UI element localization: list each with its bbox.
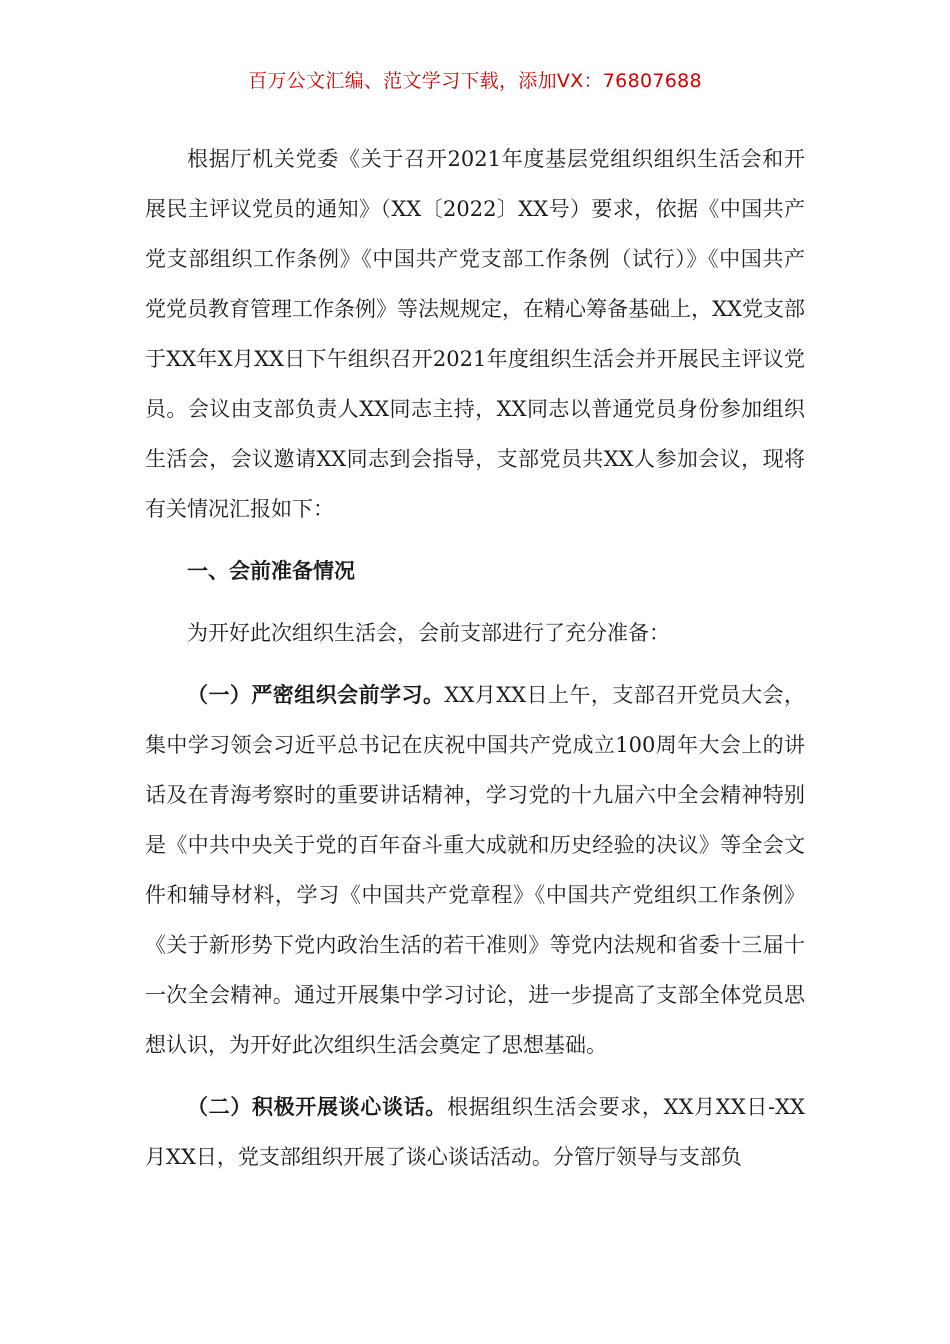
document-body [145,134,805,1182]
item-paragraph-1 [145,670,805,1070]
section-intro-paragraph: 为开好此次组织生活会，会前支部进行了充分准备： [187,621,670,645]
header-banner: 百万公文汇编、范文学习下载，添加VX：76807688 [248,70,702,92]
intro-paragraph: 根据厅机关党委《关于召开2021年度基层党组织组织生活会和开展民主评议党员的通知》（XX〔2022〕XX号）要求，依据《中国共产党支部组织工作条例》《中国共产党支部工作条例（试行）》《中国共产党党员教育管理工作条例》等法规规定，在精心筹备基础上，XX党支部于XX年X月XX日下午组织召开2021年度组织生活会并开展民主评议党员。会议由支部负责人XX同志主持，XX同志以普通党员身份参加组织生活会，会议邀请XX同志到会指导，支部党员共XX人参加会议，现将有关情况汇报如下： [145,147,805,521]
item-text-2: 根据组织生活会要求，XX月XX日-XX月XX日，党支部组织开展了谈心谈话活动。分管厅领导与支部负 [145,1095,806,1169]
item-paragraph-2 [145,1082,805,1182]
item-lead-2: （二）积极开展谈心谈话。 [187,1095,447,1119]
item-text-1: XX月XX日上午，支部召开党员大会，集中学习领会习近平总书记在庆祝中国共产党成立100周年大会上的讲话及在青海考察时的重要讲话精神，学习党的十九届六中全会精神特别是《中共中央关于党的百年奋斗重大成就和历史经验的决议》等全会文件和辅导材料，学习《中国共产党章程》《中国共产党组织工作条例》《关于新形势下党内政治生活的若干准则》等党内法规和省委十三届十一次全会精神。通过开展集中学习讨论，进一步提高了支部全体党员思想认识，为开好此次组织生活会奠定了思想基础。 [145,683,805,1057]
section-heading: 一、会前准备情况 [187,559,355,583]
item-lead-1: （一）严密组织会前学习。 [187,683,445,707]
